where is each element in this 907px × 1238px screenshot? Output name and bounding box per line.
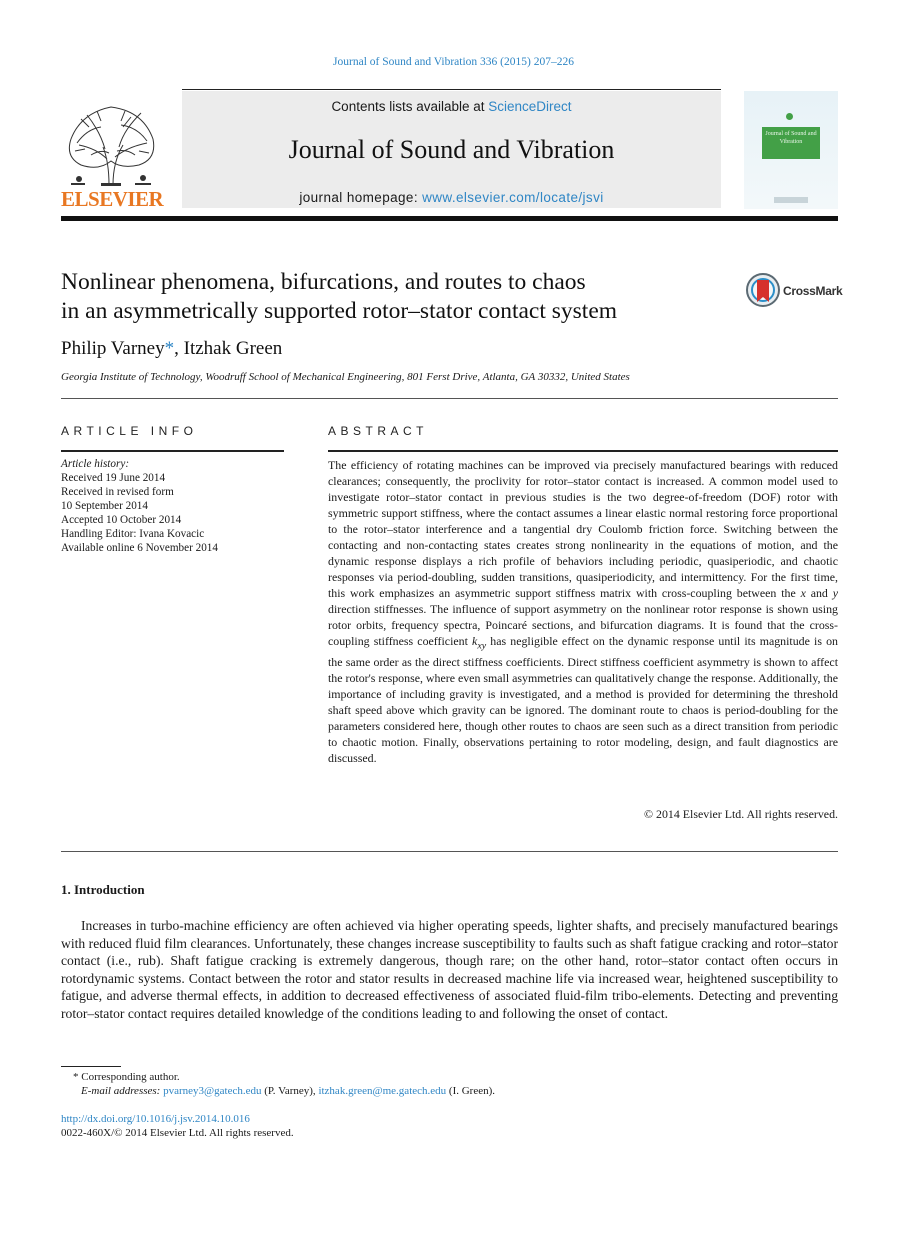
abstract-var-k-subscript: xy (477, 640, 487, 652)
email-note (61, 1084, 838, 1098)
homepage-link[interactable]: www.elsevier.com/locate/jsvi (422, 190, 604, 205)
email-label: E-mail addresses: (81, 1085, 164, 1097)
homepage-prefix: journal homepage: (299, 190, 423, 205)
masthead-top-rule (182, 89, 721, 90)
journal-title: Journal of Sound and Vibration (288, 135, 615, 164)
abstract-rule (328, 450, 838, 452)
author-separator: , (174, 338, 184, 359)
author-list (61, 338, 282, 360)
contents-line (182, 99, 721, 114)
journal-cover-thumbnail[interactable] (744, 91, 838, 209)
corresponding-author-star[interactable]: * (164, 338, 175, 359)
abstract-text-1: The efficiency of rotating machines can be improved via precisely manufactured bearings with reduced clearances; consequently, the proclivity for rotor–stator contact is increased. A common model used to investigate rotor–stator contact in previous studies is the two degree-of-freedom (DOF) rotor with symmetric support stiffness, where the contact assumes a linear elastic normal restoring force proportional to the rotor–stator interference and a tangential dry Coulomb friction force. Switching between the contacting and non-contacting states creates strong nonlinearity in the equations of motion, and the dynamic response displays a rich profile of behaviors including periodic, quasiperiodic, and chaotic responses via period-doubling, sudden transitions, quasiperiodicity, and intermittency. For the first time, this work emphasizes an asymmetric support stiffness matrix with cross-coupling between the (328, 458, 838, 600)
separator-rule (61, 851, 838, 852)
cover-title-panel: Journal of Sound and Vibration (762, 127, 820, 159)
history-item: Received 19 June 2014 (61, 472, 166, 484)
footnote-rule (61, 1066, 121, 1067)
author-green: Itzhak Green (183, 338, 283, 359)
history-item: Received in revised form (61, 486, 174, 498)
header-thick-rule (61, 216, 838, 221)
email-name-varney: (P. Varney), (261, 1085, 319, 1097)
abstract-and: and (805, 586, 833, 600)
article-title-line-2: in an asymmetrically supported rotor–stator contact system (61, 298, 618, 324)
article-info-heading: ARTICLE INFO (61, 424, 198, 438)
doi-link[interactable]: http://dx.doi.org/10.1016/j.jsv.2014.10.016 (61, 1113, 250, 1125)
abstract-body (328, 457, 838, 766)
email-link-varney[interactable]: pvarney3@gatech.edu (163, 1085, 262, 1097)
footnotes (61, 1070, 838, 1098)
article-title-line-1: Nonlinear phenomena, bifurcations, and routes to chaos (61, 269, 586, 295)
cover-publisher-mark (774, 197, 808, 203)
history-item: Handling Editor: Ivana Kovacic (61, 528, 205, 540)
crossmark-label[interactable]: CrossMark (783, 284, 843, 298)
elsevier-wordmark: ELSEVIER (61, 187, 164, 211)
issn-copyright: 0022-460X/© 2014 Elsevier Ltd. All rights reserved. (61, 1127, 294, 1139)
affiliation: Georgia Institute of Technology, Woodruff School of Mechanical Engineering, 801 Ferst Drive, Atlanta, GA 30332, United States (61, 371, 630, 383)
abstract-text-3: has negligible effect on the dynamic response until its magnitude is on the same order as the direct stiffness coefficients. Direct stiffness coefficient asymmetry is shown to affect the rotor's response, where even small asymmetries can qualitatively change the response. Additionally, the importance of including gravity is investigated, and a method is provided for determining the threshold shaft speed above which gravity can be ignored. The dominant route to chaos is period-doubling for the parameters considered here, though other routes to chaos are seen such as a direct transition from periodic to chaotic motion. Finally, observations pertaining to rotor modeling, design, and fault diagnostics are discussed. (328, 634, 838, 766)
history-label: Article history: (61, 458, 130, 470)
abstract-heading: ABSTRACT (328, 424, 429, 438)
abstract-text-2: direction stiffnesses. The influence of support asymmetry on the nonlinear rotor response is shown using rotor orbits, frequency spectra, Poincaré sections, and bifurcation diagrams. It is found that the cross-coupling stiffness coefficient (328, 602, 838, 648)
crossmark-icon[interactable] (746, 272, 780, 308)
section-heading-introduction: 1. Introduction (61, 882, 145, 897)
abstract-var-y: y (832, 586, 838, 600)
journal-citation[interactable]: Journal of Sound and Vibration 336 (2015) 207–226 (333, 56, 574, 68)
article-title (61, 268, 741, 326)
masthead (182, 91, 721, 208)
history-item: 10 September 2014 (61, 500, 148, 512)
cover-emblem-icon (786, 113, 793, 120)
article-info-rule (61, 450, 284, 452)
sciencedirect-link[interactable]: ScienceDirect (488, 99, 572, 114)
abstract-var-x: x (800, 586, 806, 600)
email-link-green[interactable]: itzhak.green@me.gatech.edu (318, 1085, 447, 1097)
history-item: Accepted 10 October 2014 (61, 514, 182, 526)
history-item: Available online 6 November 2014 (61, 542, 218, 554)
introduction-paragraph: Increases in turbo-machine efficiency are often achieved via higher operating speeds, lighter shafts, and precisely manufactured bearings with reduced fluid film clearances. Unfortunately, these changes increase susceptibility to faults such as shaft fatigue cracking and rotor–stator contact (i.e., rub). Shaft fatigue cracking is extremely dangerous, though rare; on the other hand, rotor–stator contact often occurs in rotordynamic systems. Contact between the rotor and stator results in decreased machine life via increased wear, heightened susceptibility to fatigue, and adverse thermal effects, in addition to decreased effectiveness of associated fluid-film tribo-elements. Detecting and preventing rotor–stator contact requires detailed knowledge of the conditions leading to and following the onset of contact. (61, 918, 838, 1021)
separator-rule (61, 398, 838, 399)
contents-prefix: Contents lists available at (331, 99, 489, 114)
article-history (61, 457, 291, 555)
abstract-copyright: © 2014 Elsevier Ltd. All rights reserved. (644, 807, 838, 821)
author-varney: Philip Varney (61, 338, 165, 359)
abstract-var-k: k (472, 634, 478, 648)
corresponding-author-note: * Corresponding author. (73, 1071, 180, 1083)
email-name-green: (I. Green). (446, 1085, 496, 1097)
homepage-line (182, 190, 721, 205)
doi-block (61, 1112, 294, 1140)
